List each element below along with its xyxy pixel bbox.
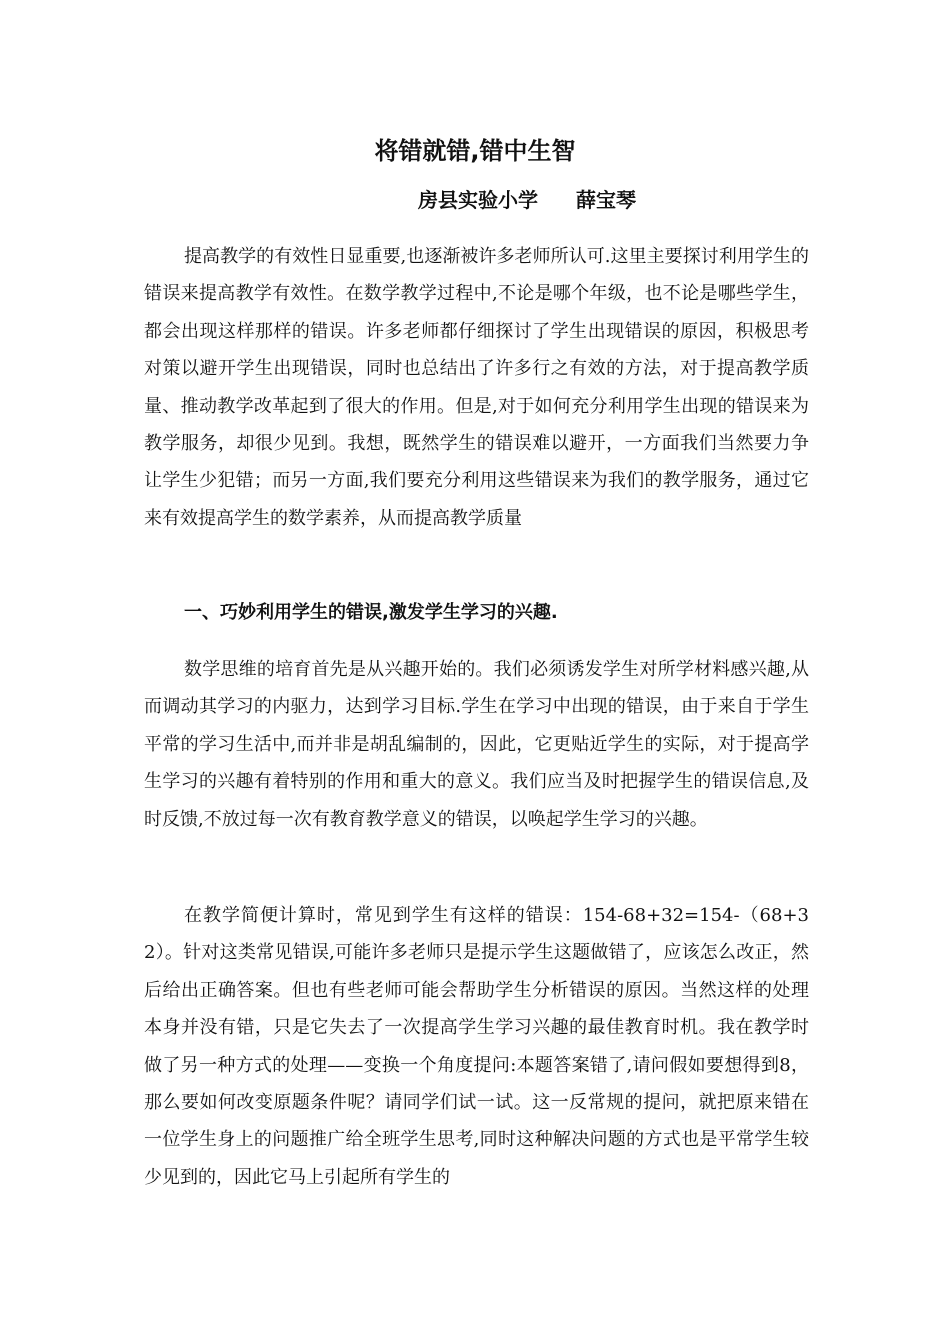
body-paragraph: 在教学简便计算时，常见到学生有这样的错误：154-68+32=154-（68+32）。针对这类常见错误,可能许多老师只是提示学生这题做错了，应该怎么改正，然后给出正确答案。但也有些老师可能会帮助学生分析错误的原因。当然这样的处理本身并没有错，只是它失去了一次提高学生学习兴趣的最佳教育时机。我在教学时做了另一种方式的处理——变换一个角度提问:本题答案错了,请问假如要想得到8，那么要如何改变原题条件呢？请同学们试一试。这一反常规的提问，就把原来错在一位学生身上的问题推广给全班学生思考,同时这种解决问题的方式也是平常学生较少见到的，因此它马上引起所有学生的 <box>144 905 809 1188</box>
author-name: 薛宝琴 <box>576 188 636 212</box>
intro-paragraph: 提高教学的有效性日显重要,也逐渐被许多老师所认可.这里主要探讨利用学生的错误来提高教学有效性。在数学教学过程中,不论是哪个年级，也不论是哪些学生，都会出现这样那样的错误。许多老师都仔细探讨了学生出现错误的原因，积极思考对策以避开学生出现错误，同时也总结出了许多行之有效的方法，对于提高教学质量、推动教学改革起到了很大的作用。但是,对于如何充分利用学生出现的错误来为教学服务，却很少见到。我想，既然学生的错误难以避开，一方面我们当然要力争让学生少犯错；而另一方面,我们要充分利用这些错误来为我们的教学服务，通过它来有效提高学生的数学素养，从而提高教学质量 <box>144 246 809 529</box>
section-heading: 一、巧妙利用学生的错误,激发学生学习的兴趣. <box>184 602 558 623</box>
document-title: 将错就错,错中生智 <box>374 137 576 165</box>
byline <box>418 185 636 215</box>
body-paragraph: 数学思维的培育首先是从兴趣开始的。我们必须诱发学生对所学材料感兴趣,从而调动其学习的内驱力，达到学习目标.学生在学习中出现的错误，由于来自于学生平常的学习生活中,而并非是胡乱编制的，因此，它更贴近学生的实际，对于提高学生学习的兴趣有着特别的作用和重大的意义。我们应当及时把握学生的错误信息,及时反馈,不放过每一次有教育教学意义的错误，以唤起学生学习的兴趣。 <box>144 659 809 830</box>
school-name: 房县实验小学 <box>418 188 538 212</box>
